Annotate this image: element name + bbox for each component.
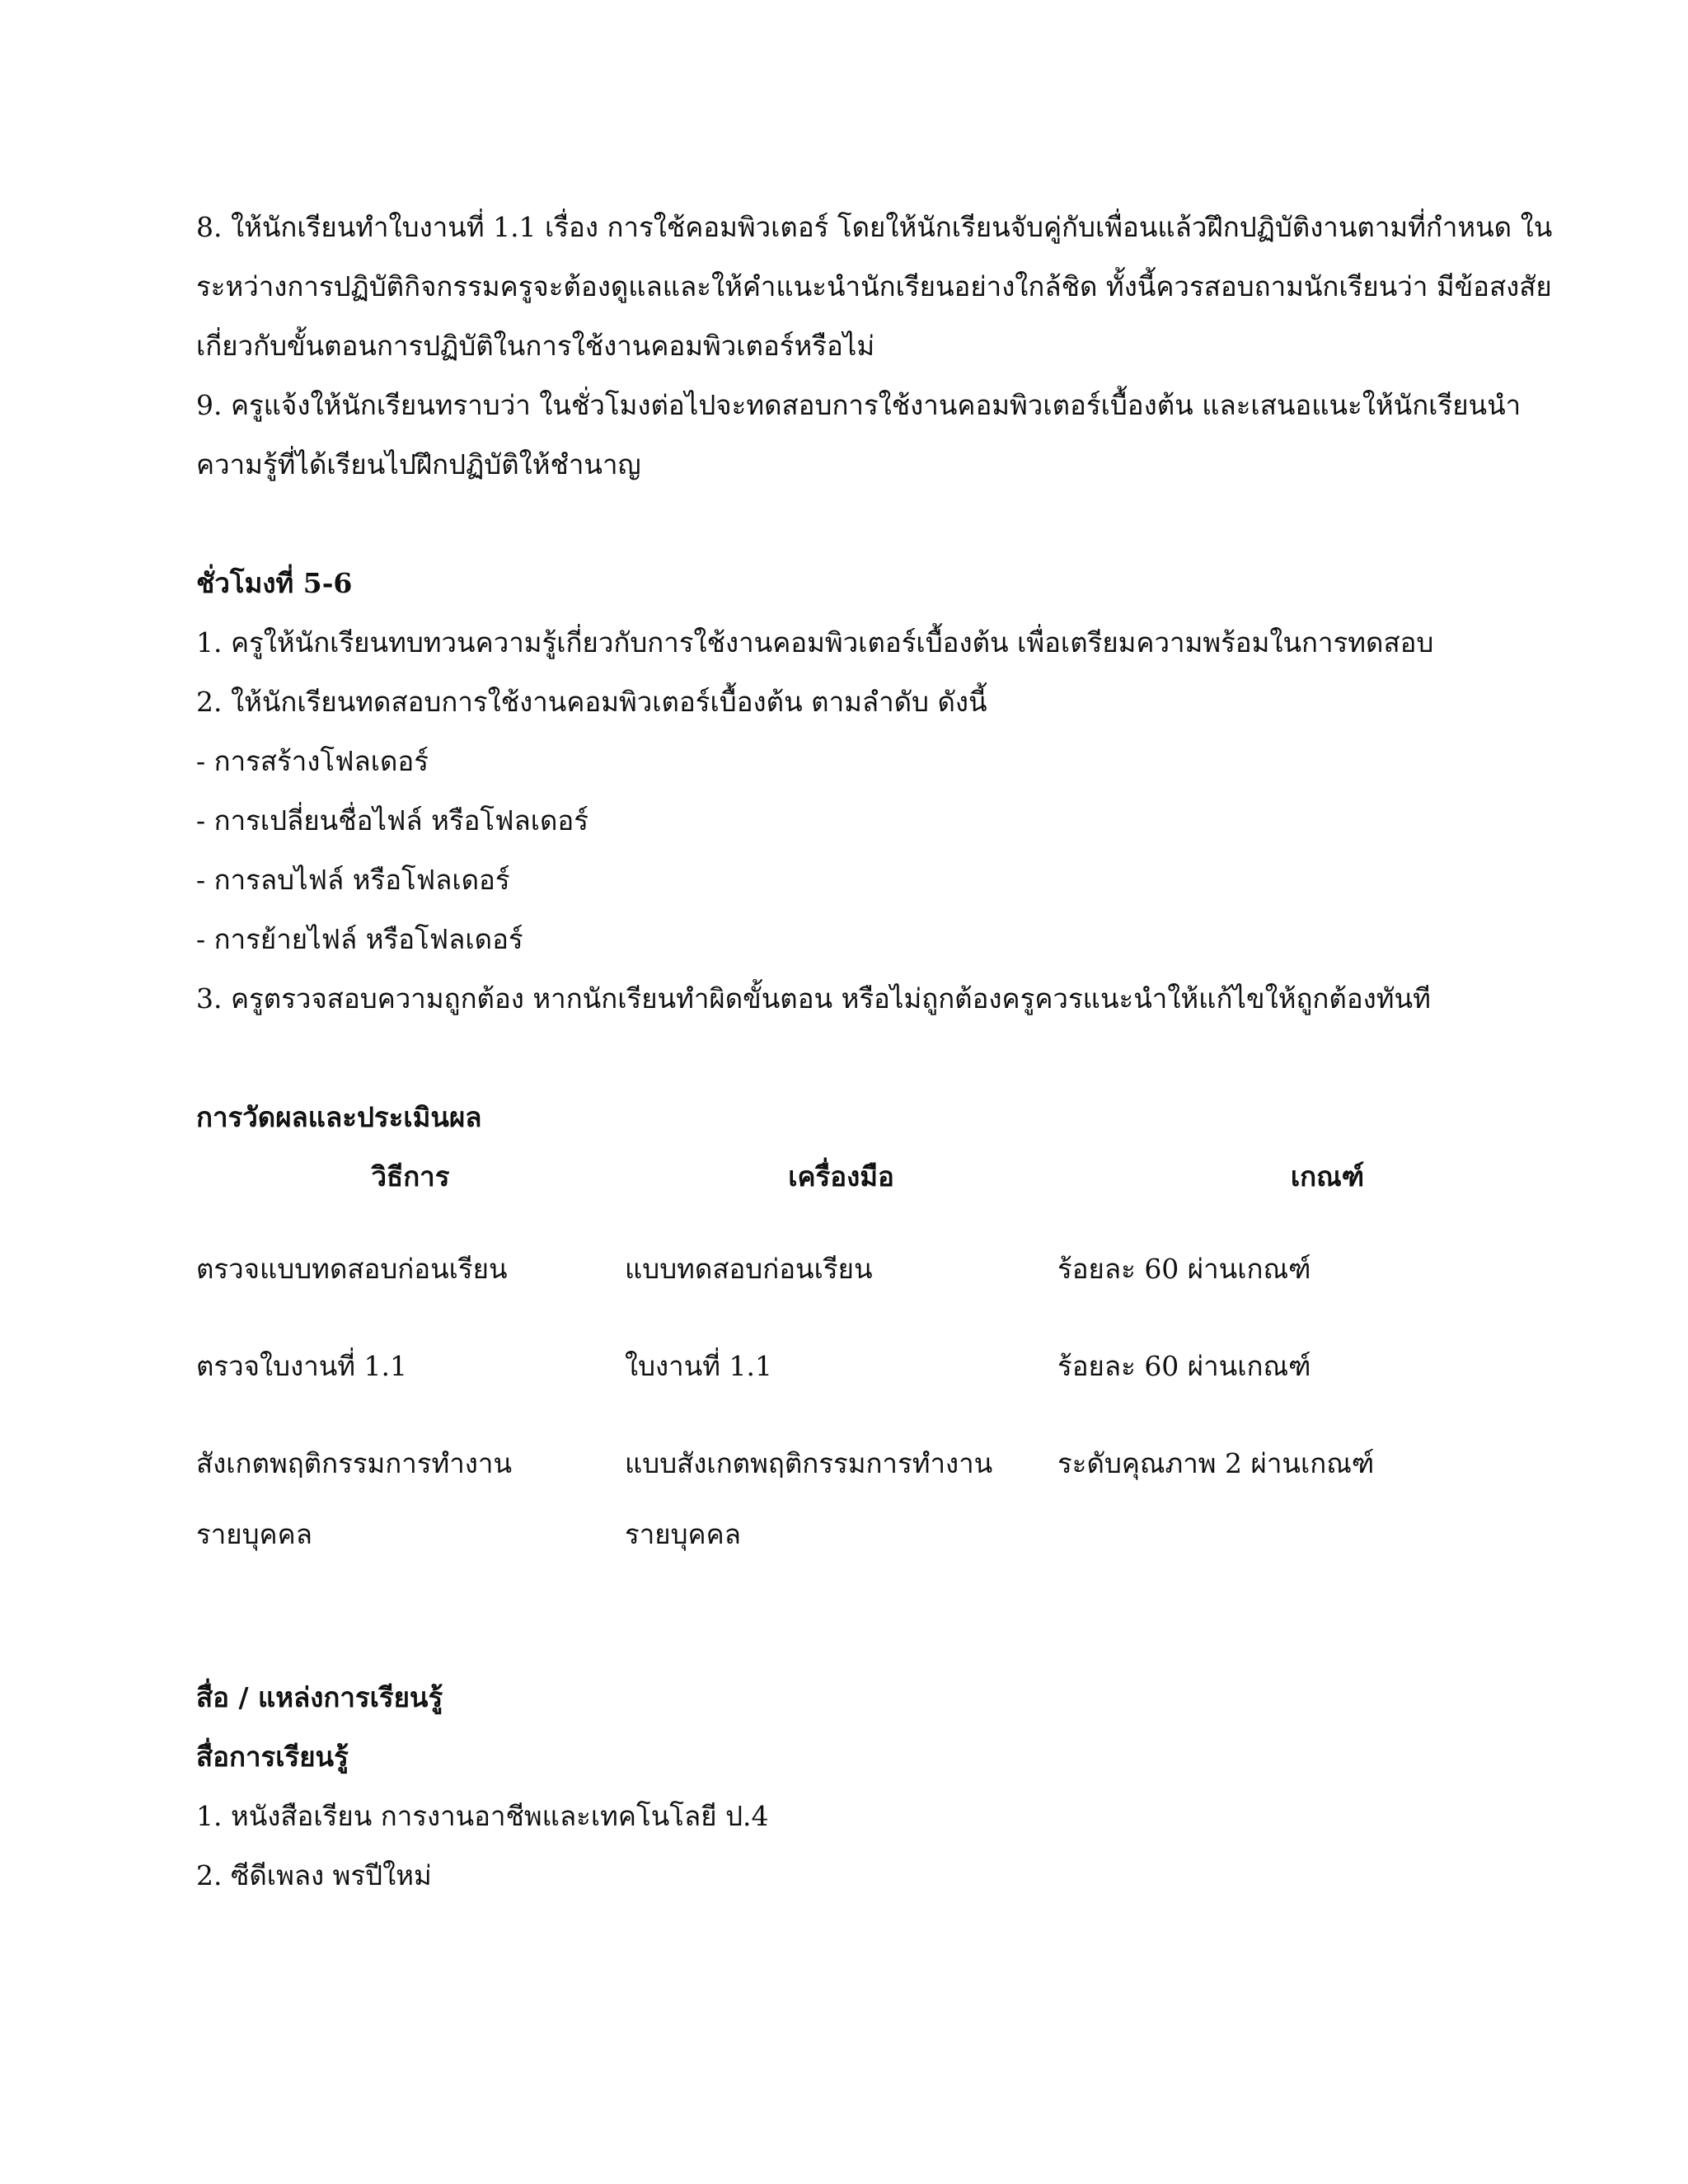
row-tool-line: แบบสังเกตพฤติกรรมการทำงาน xyxy=(625,1447,993,1479)
evaluation-table xyxy=(196,1147,1564,1576)
document-page xyxy=(196,198,1564,1905)
column-header-criteria: เกณฑ์ xyxy=(1290,1160,1365,1193)
activity-item-9 xyxy=(196,376,1564,494)
row-method-line: รายบุคคล xyxy=(196,1518,312,1550)
activity-item-8 xyxy=(196,198,1564,376)
row-tool-line: รายบุคคล xyxy=(625,1518,741,1550)
table-row xyxy=(196,1240,1564,1299)
media-subheading: สื่อการเรียนรู้ xyxy=(196,1741,349,1773)
table-row xyxy=(196,1337,1564,1396)
hours-item: 2. ให้นักเรียนทดสอบการใช้งานคอมพิวเตอร์เบื้องต้น ตามลำดับ ดังนี้ xyxy=(196,686,987,718)
row-method: ตรวจแบบทดสอบก่อนเรียน xyxy=(196,1253,508,1285)
row-method xyxy=(196,1434,625,1576)
evaluation-header-row xyxy=(196,1147,1564,1207)
row-criteria: ร้อยละ 60 ผ่านเกณฑ์ xyxy=(1057,1350,1311,1382)
row-tool xyxy=(625,1434,1057,1576)
media-heading: สื่อ / แหล่งการเรียนรู้ xyxy=(196,1681,443,1713)
row-method-line: สังเกตพฤติกรรมการทำงาน xyxy=(196,1447,513,1479)
media-item: 2. ซีดีเพลง พรปีใหม่ xyxy=(196,1859,432,1891)
row-criteria: ระดับคุณภาพ 2 ผ่านเกณฑ์ xyxy=(1057,1447,1375,1479)
row-method: ตรวจใบงานที่ 1.1 xyxy=(196,1350,408,1382)
activity-8-line-3: เกี่ยวกับขั้นตอนการปฏิบัติในการใช้งานคอมพิวเตอร์หรือไม่ xyxy=(196,330,875,362)
row-criteria: ร้อยละ 60 ผ่านเกณฑ์ xyxy=(1057,1253,1311,1285)
column-header-tool: เครื่องมือ xyxy=(788,1160,894,1193)
row-tool: ใบงานที่ 1.1 xyxy=(625,1350,772,1382)
hours-item: 3. ครูตรวจสอบความถูกต้อง หากนักเรียนทำผิดขั้นตอน หรือไม่ถูกต้องครูควรแนะนำให้แก้ไขให้ถูกต้องทันที xyxy=(196,982,1431,1015)
activity-8-line-2: ระหว่างการปฏิบัติกิจกรรมครูจะต้องดูแลและให้คำแนะนำนักเรียนอย่างใกล้ชิด ทั้งนี้ควรสอบถามนักเรียนว่า มีข้อสงสัย xyxy=(196,270,1552,302)
activity-9-line-1: 9. ครูแจ้งให้นักเรียนทราบว่า ในชั่วโมงต่อไปจะทดสอบการใช้งานคอมพิวเตอร์เบื้องต้น และเสนอแนะให้นักเรียนนำ xyxy=(196,389,1522,421)
table-row xyxy=(196,1434,1564,1576)
hours-subitem: - การลบไฟล์ หรือโฟลเดอร์ xyxy=(196,864,510,896)
hours-5-6-heading: ชั่วโมงที่ 5-6 xyxy=(196,567,353,599)
hours-subitem: - การสร้างโฟลเดอร์ xyxy=(196,745,429,777)
evaluation-heading: การวัดผลและประเมินผล xyxy=(196,1101,482,1133)
media-item: 1. หนังสือเรียน การงานอาชีพและเทคโนโลยี ป.4 xyxy=(196,1800,769,1832)
row-tool: แบบทดสอบก่อนเรียน xyxy=(625,1253,873,1285)
activity-8-line-1: 8. ให้นักเรียนทำใบงานที่ 1.1 เรื่อง การใช้คอมพิวเตอร์ โดยให้นักเรียนจับคู่กับเพื่อนแล้วฝึกปฏิบัติงานตามที่กำหนด ใน xyxy=(196,211,1553,243)
hours-subitem: - การย้ายไฟล์ หรือโฟลเดอร์ xyxy=(196,923,523,955)
activity-9-line-2: ความรู้ที่ได้เรียนไปฝึกปฏิบัติให้ชำนาญ xyxy=(196,448,641,480)
hours-subitem: - การเปลี่ยนชื่อไฟล์ หรือโฟลเดอร์ xyxy=(196,804,588,837)
hours-item: 1. ครูให้นักเรียนทบทวนความรู้เกี่ยวกับการใช้งานคอมพิวเตอร์เบื้องต้น เพื่อเตรียมความพร้อมในการทดสอบ xyxy=(196,626,1434,658)
column-header-method: วิธีการ xyxy=(371,1160,450,1193)
